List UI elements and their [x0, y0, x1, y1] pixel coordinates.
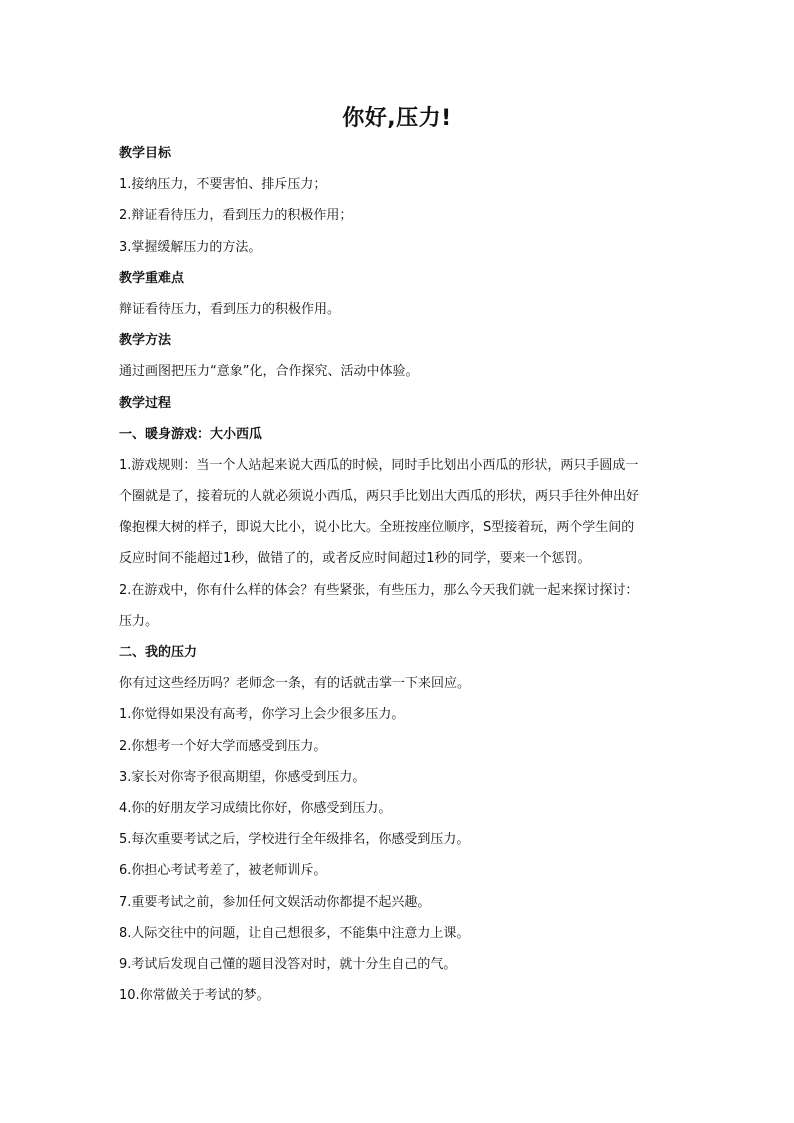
paragraph-line: 10.你常做关于考试的梦。	[119, 988, 270, 1004]
paragraph-line: 2.你想考一个好大学而感受到压力。	[119, 738, 327, 754]
paragraph-line: 7.重要考试之前，参加任何文娱活动你都提不起兴趣。	[119, 894, 431, 910]
paragraph-line: 3.掌握缓解压力的方法。	[119, 239, 262, 255]
paragraph-line: 辩证看待压力，看到压力的积极作用。	[119, 301, 341, 317]
section-heading: 一、暖身游戏：大小西瓜	[119, 426, 263, 442]
paragraph-line: 8.人际交往中的问题，让自己想很多，不能集中注意力上课。	[119, 925, 470, 941]
paragraph-line: 6.你担心考试考差了，被老师训斥。	[119, 863, 327, 879]
document-body	[119, 138, 679, 1011]
paragraph-line: 通过画图把压力“意象”化，合作探究、活动中体验。	[119, 364, 419, 380]
paragraph-line: 1.你觉得如果没有高考，你学习上会少很多压力。	[119, 707, 405, 723]
paragraph-line: 反应时间不能超过1秒，做错了的，或者反应时间超过1秒的同学，要来一个惩罚。	[119, 551, 591, 567]
section-heading: 教学重难点	[119, 270, 185, 286]
section-heading: 教学方法	[119, 333, 172, 349]
paragraph-line: 2.在游戏中，你有什么样的体会？有些紧张，有些压力，那么今天我们就一起来探讨探讨：	[119, 582, 639, 598]
paragraph-line: 像抱棵大树的样子，即说大比小，说小比大。全班按座位顺序，S型接着玩，两个学生间的	[119, 520, 635, 536]
paragraph-line: 9.考试后发现自己懂的题目没答对时，就十分生自己的气。	[119, 956, 457, 972]
paragraph-line: 你有过这些经历吗？老师念一条，有的话就击掌一下来回应。	[119, 676, 471, 692]
section-heading: 教学过程	[119, 395, 172, 411]
paragraph-line: 4.你的好朋友学习成绩比你好，你感受到压力。	[119, 800, 392, 816]
section-heading: 二、我的压力	[119, 645, 198, 660]
paragraph-line: 2.辩证看待压力，看到压力的积极作用；	[119, 208, 353, 224]
paragraph-line: 压力。	[119, 613, 159, 629]
paragraph-line: 3.家长对你寄予很高期望，你感受到压力。	[119, 769, 366, 785]
paragraph-line: 5.每次重要考试之后，学校进行全年级排名，你感受到压力。	[119, 832, 470, 848]
paragraph-line: 1.游戏规则：当一个人站起来说大西瓜的时候，同时手比划出小西瓜的形状，两只手圆成一	[119, 457, 639, 473]
section-heading: 教学目标	[119, 146, 172, 161]
paragraph-line: 个圈就是了，接着玩的人就必须说小西瓜，两只手比划出大西瓜的形状，两只手往外伸出好	[119, 489, 640, 505]
document-title: 你好,压力!	[342, 106, 452, 131]
paragraph-line: 1.接纳压力，不要害怕、排斥压力；	[119, 177, 327, 193]
